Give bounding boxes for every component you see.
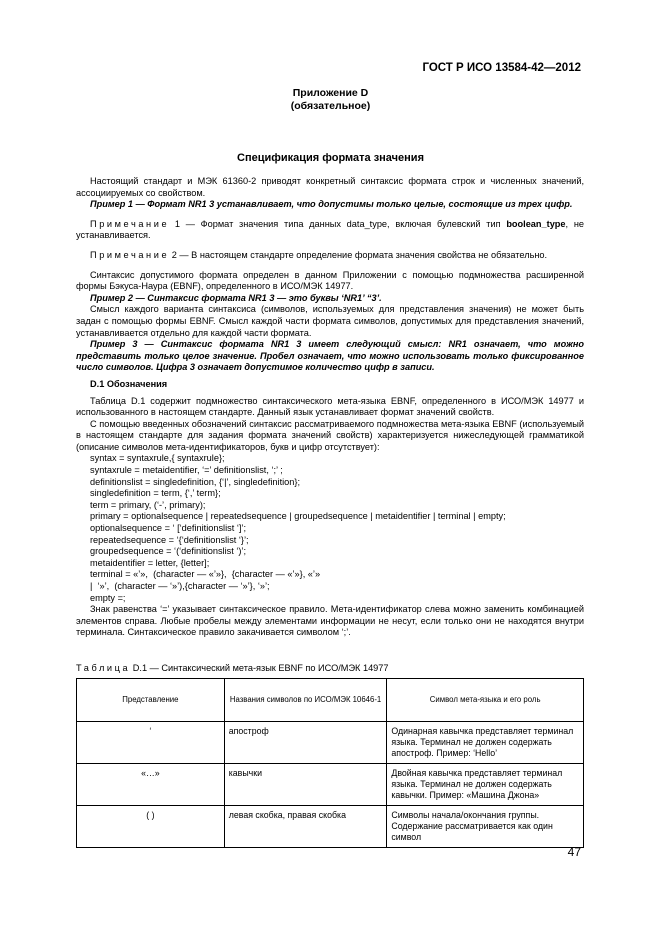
grammar-block — [76, 453, 584, 604]
note-label: Примечание — [90, 218, 170, 229]
section-heading: D.1 Обозначения — [90, 378, 168, 389]
note-text: 2 — В настоящем стандарте определение формата значения свойства не обязательно. — [169, 249, 548, 260]
grammar-line: empty =; — [90, 592, 126, 603]
note-text: 1 — Формат значения типа данных data_type, включая булевский тип — [169, 218, 507, 229]
table-cell: левая скобка, правая скобка — [224, 806, 387, 848]
table-row — [77, 806, 584, 848]
note-label: Примечание — [90, 249, 170, 260]
paragraph: Смысл каждого варианта синтаксиса (символов, используемых для представления значения) не может быть задан с помощью формы EBNF. Смысл каждой части формата символов, допустимых для представления значений, устанавливается отдельно для каждой части формата. — [76, 304, 584, 338]
table-cell: ‘ — [77, 722, 225, 764]
table-cell: Двойная кавычка представляет терминал языка. Терминал не должен содержать кавычки. Пример: «Машина Джона» — [387, 764, 584, 806]
table-row — [77, 764, 584, 806]
table-caption-text: D.1 — Синтаксический мета-язык EBNF по ИСО/МЭК 14977 — [130, 663, 389, 673]
paragraph: Настоящий стандарт и МЭК 61360-2 приводят конкретный синтаксис формата строк и численных значений, ассоциируемых со свойством. — [76, 176, 584, 198]
grammar-line: groupedsequence = ‘(‘definitionslist ‘)’; — [90, 546, 247, 557]
page-number: 47 — [567, 845, 581, 859]
note-text: , не устанавливается. — [76, 218, 585, 241]
ebnf-table — [76, 678, 584, 848]
column-header: Названия символов по ИСО/МЭК 10646-1 — [224, 679, 387, 722]
grammar-line: terminal = «’», (character — «’»}, {character — «’»}, «’» — [90, 569, 321, 580]
table-cell: кавычки — [224, 764, 387, 806]
example-3: Пример 3 — Синтаксис формата NR1 3 имеет следующий смысл: NR1 означает, что можно представить только целое значение. Пробел означает, что можно использовать только фиксированное число символов. Цифра 3 означает допустимое количество цифр в записи. — [76, 339, 584, 373]
grammar-line: optionalsequence = ‘ [‘definitionslist ‘]’; — [90, 523, 247, 534]
grammar-line: definitionslist = singledefinition, {‘|’, singledefinition}; — [90, 476, 301, 487]
grammar-line: singledefinition = term, {‘,’ term}; — [90, 488, 221, 499]
table-row — [77, 722, 584, 764]
table-cell: «…» — [77, 764, 225, 806]
section-title: Спецификация формата значения — [237, 152, 424, 164]
grammar-line: syntaxrule = metaidentifier, ‘=’ definitionslist, ‘;’ ; — [90, 465, 283, 476]
document-body — [76, 176, 584, 639]
note-keyword: boolean_type — [506, 218, 566, 229]
paragraph: С помощью введенных обозначений синтаксис рассматриваемого подмножества мета-языка EBNF (используемый в настоящем стандарте для задания формата значений свойств) характеризуется нижеследующей грамматикой (описание символов мета-идентификаторов, букв и цифр отсутствует): — [76, 418, 584, 452]
grammar-line: term = primary, (‘-’, primary); — [90, 499, 206, 510]
table-cell: Одинарная кавычка представляет терминал языка. Терминал не должен содержать апостроф. Пример: ‘Hello’ — [387, 722, 584, 764]
grammar-line: | ‘»’, (character — ‘»’),{character — ‘»’}, ‘»’; — [90, 581, 270, 591]
paragraph: Синтаксис допустимого формата определен в данном Приложении с помощью подмножества расширенной формы Бэкуса-Наура (EBNF), определенного в ИСО/МЭК 14977. — [76, 269, 584, 292]
annex-status: (обязательное) — [290, 100, 371, 112]
grammar-line: syntax = syntaxrule,{ syntaxrule}; — [90, 453, 225, 464]
paragraph: Знак равенства ‘=’ указывает синтаксическое правило. Мета-идентификатор слева можно заменить комбинацией элементов справа. Любые пробелы между элементами информации не несут, если только они не находятся внутри терминала. Синтаксическое правило закачивается символом ‘;’. — [76, 604, 584, 638]
document-code: ГОСТ Р ИСО 13584-42—2012 — [422, 62, 581, 74]
table-caption-label: Таблица — [76, 663, 131, 673]
example-2: Пример 2 — Синтаксис формата NR1 3 — это буквы ‘NR1’ “3’. — [90, 292, 382, 303]
table-cell: ( ) — [77, 806, 225, 848]
table-cell: Символы начала/окончания группы. Содержание рассматривается как один символ — [387, 806, 584, 848]
table-cell: апостроф — [224, 722, 387, 764]
example-1: Пример 1 — Формат NR1 3 устанавливает, что допустимы только целые, состоящие из трех цифр. — [90, 199, 573, 210]
grammar-line: metaidentifier = letter, {letter]; — [90, 557, 210, 568]
annex-title: Приложение D — [292, 87, 369, 99]
note-1 — [76, 219, 584, 242]
grammar-line: repeatedsequence = ‘{‘definitionslist ‘}’; — [90, 534, 249, 545]
table-caption — [76, 663, 389, 673]
table-header-row — [77, 679, 584, 722]
column-header: Представление — [77, 679, 225, 722]
note-2 — [76, 250, 584, 262]
column-header: Символ мета-языка и его роль — [387, 679, 584, 722]
grammar-line: primary = optionalsequence | repeatedsequence | groupedsequence | metaidentifier | terminal | empty; — [90, 511, 506, 522]
paragraph: Таблица D.1 содержит подмножество синтаксического мета-языка EBNF, определенного в ИСО/МЭК 14977 и использованного в настоящем стандарте. Данный язык устанавливает формат значений свойств. — [76, 395, 584, 418]
